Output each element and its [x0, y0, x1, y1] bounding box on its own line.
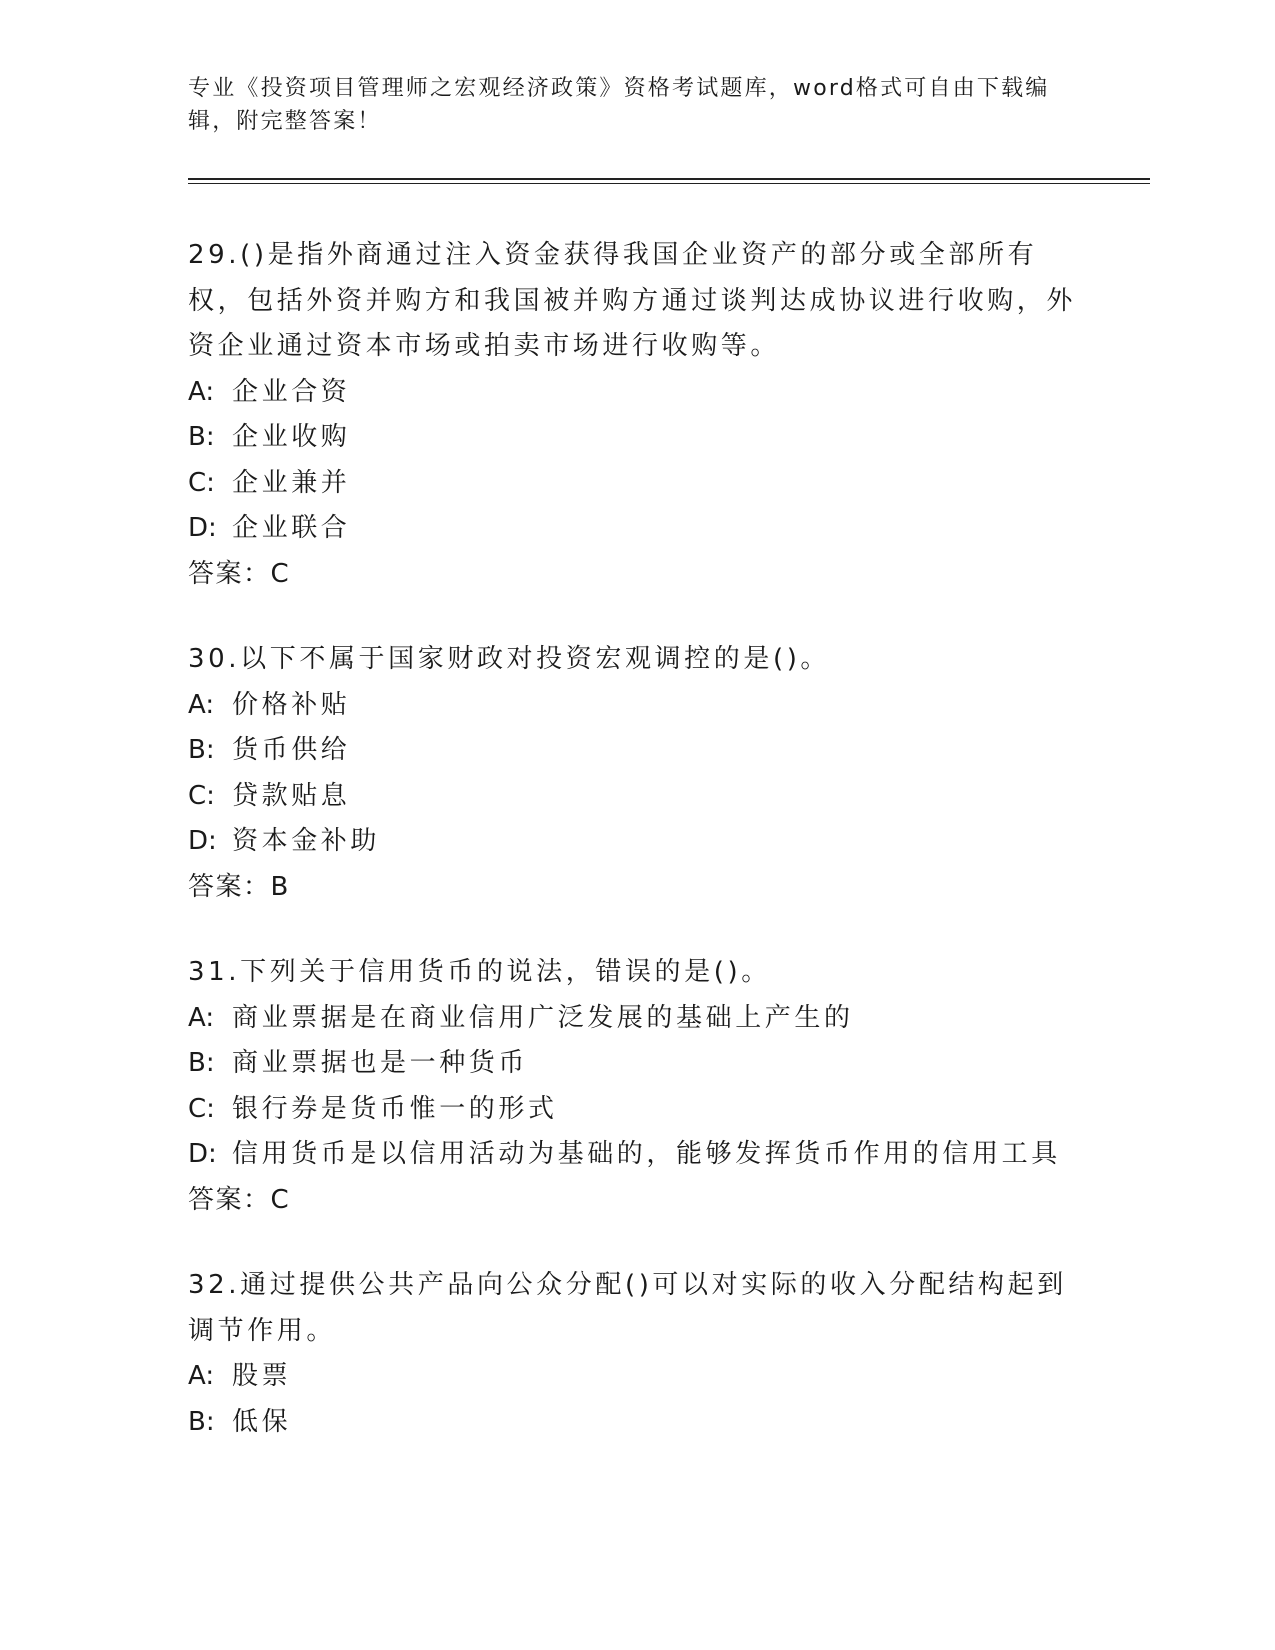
- option-key: A:: [188, 376, 215, 407]
- option-key: C:: [188, 780, 215, 811]
- option-text: 贷款贴息: [232, 780, 351, 811]
- option-text: 企业收购: [232, 422, 351, 452]
- question-stem: 30.以下不属于国家财政对投资宏观调控的是()。: [188, 644, 831, 674]
- question-stem: 32.通过提供公共产品向公众分配()可以对实际的收入分配结构起到调节作用。: [188, 1270, 1067, 1346]
- option-text: 企业兼并: [232, 467, 351, 498]
- document-header: [188, 72, 1068, 138]
- header-text: 专业《投资项目管理师之宏观经济政策》资格考试题库，word格式可自由下载编辑，附完整答案！: [188, 76, 1050, 134]
- question-30: [188, 637, 1088, 910]
- question-29: [188, 233, 1088, 597]
- option-a: [188, 996, 1088, 1042]
- option-b: [188, 415, 1088, 461]
- option-text: 商业票据也是一种货币: [232, 1048, 529, 1078]
- option-c: [188, 1087, 1088, 1133]
- option-a: [188, 370, 1088, 416]
- option-key: D:: [188, 513, 217, 543]
- option-key: C:: [188, 1093, 215, 1124]
- option-text: 企业合资: [232, 376, 351, 407]
- answer-line: 答案：C: [188, 558, 291, 589]
- option-key: B:: [188, 735, 215, 765]
- question-32: [188, 1263, 1088, 1445]
- option-d: [188, 819, 1088, 865]
- answer-line: 答案：C: [188, 1184, 291, 1215]
- option-a: [188, 683, 1088, 729]
- option-d: [188, 506, 1088, 552]
- option-text: 信用货币是以信用活动为基础的，能够发挥货币作用的信用工具: [232, 1139, 1061, 1169]
- option-a: [188, 1354, 1088, 1400]
- option-key: A:: [188, 1002, 215, 1033]
- option-b: [188, 728, 1088, 774]
- option-text: 股票: [232, 1361, 292, 1391]
- option-b: [188, 1400, 1088, 1446]
- header-divider-thick: [188, 178, 1150, 180]
- option-key: C:: [188, 467, 215, 498]
- option-text: 低保: [232, 1406, 292, 1437]
- option-text: 商业票据是在商业信用广泛发展的基础上产生的: [232, 1002, 854, 1033]
- option-c: [188, 774, 1088, 820]
- question-31: [188, 950, 1088, 1223]
- answer-line: 答案：B: [188, 871, 290, 902]
- question-list: [188, 233, 1088, 1485]
- option-key: B:: [188, 1048, 215, 1078]
- option-key: B:: [188, 1406, 215, 1437]
- option-key: D:: [188, 826, 217, 856]
- option-key: D:: [188, 1139, 217, 1169]
- question-stem: 29.()是指外商通过注入资金获得我国企业资产的部分或全部所有权，包括外资并购方和我国被并购方通过谈判达成协议进行收购，外资企业通过资本市场或拍卖市场进行收购等。: [188, 240, 1077, 361]
- option-text: 货币供给: [232, 735, 351, 765]
- option-key: A:: [188, 1361, 215, 1391]
- option-text: 银行券是货币惟一的形式: [232, 1093, 558, 1124]
- option-text: 价格补贴: [232, 689, 351, 720]
- option-b: [188, 1041, 1088, 1087]
- option-text: 企业联合: [232, 513, 351, 543]
- option-c: [188, 461, 1088, 507]
- question-stem: 31.下列关于信用货币的说法，错误的是()。: [188, 957, 771, 987]
- option-key: A:: [188, 689, 215, 720]
- header-divider-thin: [188, 183, 1150, 184]
- option-key: B:: [188, 422, 215, 452]
- option-text: 资本金补助: [232, 826, 381, 856]
- option-d: [188, 1132, 1088, 1178]
